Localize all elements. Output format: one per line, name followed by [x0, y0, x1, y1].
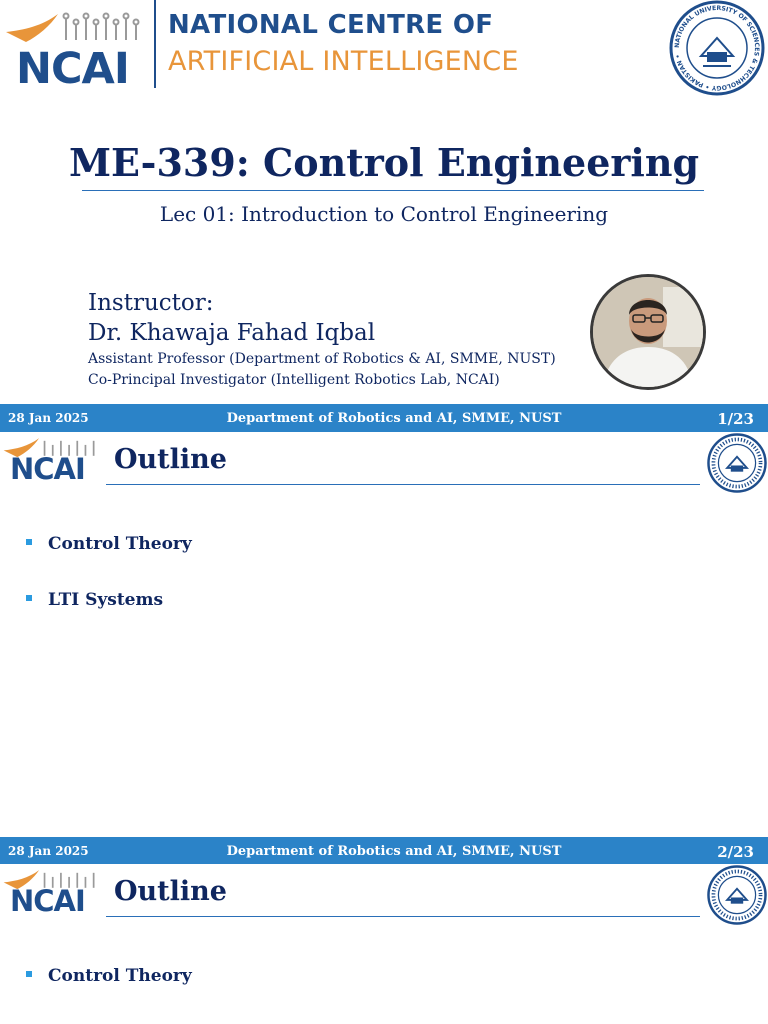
course-title: ME-339: Control Engineering	[68, 140, 700, 185]
bullet-icon	[26, 971, 32, 977]
outline-item	[26, 966, 192, 986]
outline-item-label: LTI Systems	[48, 590, 164, 610]
ncai-logo-text: NCAI	[10, 884, 85, 918]
lecture-subtitle: Lec 01: Introduction to Control Engineering	[159, 202, 609, 226]
centre-name-line1: NATIONAL CENTRE OF	[168, 10, 494, 40]
header-divider	[154, 0, 156, 88]
ncai-logo	[4, 8, 144, 94]
instructor-label: Instructor:	[88, 290, 214, 316]
instructor-photo	[590, 274, 706, 390]
title-underline	[82, 190, 704, 191]
outline-slide	[0, 432, 768, 864]
nust-seal-icon	[667, 0, 767, 96]
centre-name-line2: ARTIFICIAL INTELLIGENCE	[168, 46, 519, 77]
ncai-logo	[2, 434, 98, 486]
bullet-icon	[26, 539, 32, 545]
nust-seal-icon	[706, 864, 768, 926]
nust-seal-icon	[706, 432, 768, 494]
footer-bar	[0, 837, 768, 864]
slide-title: Outline	[114, 876, 227, 907]
title-underline	[106, 916, 700, 917]
outline-item-label: Control Theory	[48, 966, 192, 986]
ncai-logo	[2, 866, 98, 918]
footer-department: Department of Robotics and AI, SMME, NUST	[226, 411, 562, 426]
title-slide	[0, 0, 768, 432]
outline-item	[26, 534, 192, 554]
footer-page-number: 2/23	[717, 843, 754, 861]
slide-title: Outline	[114, 444, 227, 475]
outline-item	[26, 590, 163, 610]
ncai-logo-text: NCAI	[16, 44, 129, 94]
outline-slide	[0, 864, 768, 1024]
title-underline	[106, 484, 700, 485]
instructor-name: Dr. Khawaja Fahad Iqbal	[88, 320, 376, 346]
instructor-role-2: Co-Principal Investigator (Intelligent Robotics Lab, NCAI)	[88, 372, 500, 388]
bullet-icon	[26, 595, 32, 601]
ncai-logo-text: NCAI	[10, 452, 85, 486]
svg-text:NATIONAL UNIVERSITY OF SCIENCE: NATIONAL UNIVERSITY OF SCIENCES & TECHNOLOGY • PAKISTAN •	[673, 4, 761, 92]
footer-date: 28 Jan 2025	[8, 411, 89, 425]
footer-date: 28 Jan 2025	[8, 844, 89, 858]
footer-page-number: 1/23	[717, 410, 754, 428]
instructor-role-1: Assistant Professor (Department of Robotics & AI, SMME, NUST)	[88, 351, 556, 367]
outline-item-label: Control Theory	[48, 534, 192, 554]
footer-bar	[0, 404, 768, 432]
footer-department: Department of Robotics and AI, SMME, NUST	[226, 844, 562, 859]
